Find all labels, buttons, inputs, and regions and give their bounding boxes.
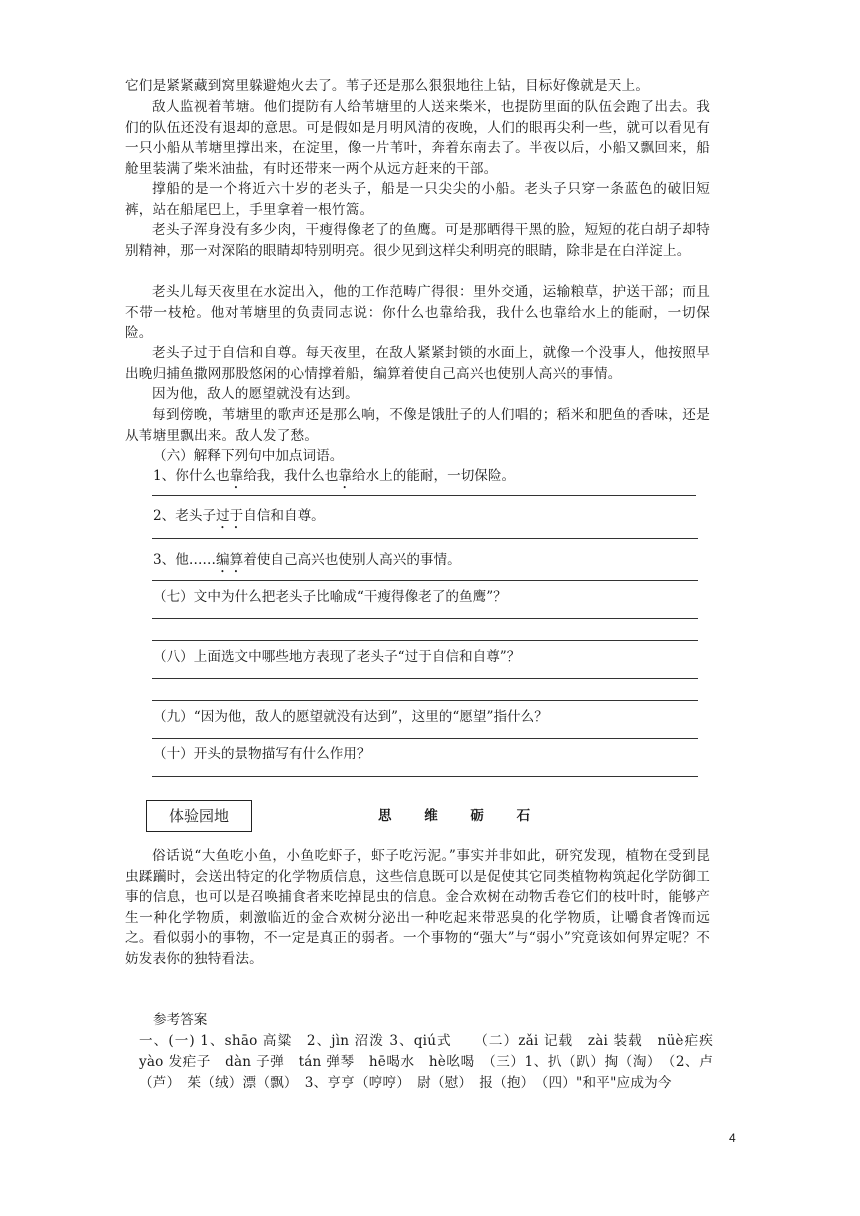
passage-paragraph-7: 因为他，敌人的愿望就没有达到。: [152, 386, 359, 402]
question-8: （八）上面选文中哪些地方表现了老头子“过于自信和自尊”？: [153, 649, 521, 665]
answers-heading: 参考答案: [153, 1012, 208, 1028]
section-title: 思 维 砺 石: [378, 808, 545, 824]
q6-2-dotted-word: 过于: [216, 508, 244, 524]
q6-1-text-b: 给我，我什么也: [243, 468, 339, 484]
passage-paragraph-8: 每到傍晚，苇塘里的歌声还是那么响，不像是饿肚子的人们唱的；稻米和肥鱼的香味，还是从苇塘里飘出来。敌人发了愁。: [125, 407, 710, 444]
answer-line[interactable]: [152, 538, 698, 539]
q6-1-text-a: 1、你什么也: [153, 468, 230, 484]
passage-paragraph-4: 老头子浑身没有多少肉，干瘦得像老了的鱼鹰。可是那晒得干黑的脸，短短的花白胡子却特别精神，那一对深陷的眼睛却特别明亮。很少见到这样尖利明亮的眼睛，除非是在白洋淀上。: [125, 222, 710, 259]
answers-text: 一、(一) 1、shāo 高粱 2、jìn 沼泼 3、qiú式 （二）zǎi 记载 zài 装载 nüè疟疾 yào 发疟子 dàn 子弹 tán 弹琴 hē喝水 hè吆喝 （三）1、扒（趴）掏（淘） （2、卢（芦） 茱（绒）漂（飘） 3、亨亨（哼哼） 尉（慰） 报（抱） （四）"和平"应成为今: [139, 1033, 727, 1091]
q6-2-text-a: 2、老头子: [153, 508, 217, 524]
answer-line[interactable]: [152, 700, 698, 701]
question-6-item-1: [153, 466, 515, 492]
passage-paragraph-3: 撑船的是一个将近六十岁的老头子，船是一只尖尖的小船。老头子只穿一条蓝色的破旧短裤，站在船尾巴上，手里拿着一根竹篙。: [125, 181, 710, 218]
answer-line[interactable]: [152, 618, 698, 619]
question-6-title: （六）解释下列句中加点词语。: [153, 448, 344, 464]
page-number: 4: [729, 1131, 736, 1145]
passage-paragraph-5: 老头儿每天夜里在水淀出入，他的工作范畴广得很：里外交通，运输粮草，护送干部；而且不带一枝枪。他对苇塘里的负责同志说：你什么也靠给我，我什么也靠给水上的能耐，一切保险。: [125, 284, 710, 341]
question-6-item-3: [153, 550, 461, 576]
answer-line[interactable]: [152, 495, 696, 496]
q6-2-text-b: 自信和自尊。: [243, 508, 325, 524]
answer-line[interactable]: [152, 776, 698, 777]
question-10: （十）开头的景物描写有什么作用？: [153, 746, 371, 762]
section-label-box: 体验园地: [146, 800, 252, 832]
q6-3-dotted-word: 编算: [216, 552, 244, 568]
section-paragraph: 俗话说“大鱼吃小鱼，小鱼吃虾子，虾子吃污泥。”事实并非如此，研究发现，植物在受到昆虫蹂躏时，会送出特定的化学物质信息，这些信息既可以是促使其它同类植物构筑起化学防御工事的信息，也可以是召唤捕食者来吃掉昆虫的信息。金合欢树在动物舌卷它们的枝叶时，能够产生一种化学物质，刺激临近的金合欢树分泌出一种吃起来带恶臭的化学物质，让嚼食者馋而远之。看似弱小的事物，不一定是真正的弱者。一个事物的“强大”与“弱小”究竟该如何界定呢？不妨发表你的独特看法。: [125, 848, 710, 967]
q6-1-dotted-word-b: 靠: [338, 468, 352, 484]
passage-paragraph-1: 它们是紧紧藏到窝里躲避炮火去了。苇子还是那么狠狠地往上钻，目标好像就是天上。: [125, 78, 650, 94]
answer-line[interactable]: [152, 640, 698, 641]
q6-1-text-c: 给水上的能耐，一切保险。: [351, 468, 516, 484]
answer-line[interactable]: [152, 580, 698, 581]
question-6-item-2: [153, 506, 325, 532]
q6-1-dotted-word-a: 靠: [229, 468, 244, 484]
passage-paragraph-2: 敌人监视着苇塘。他们提防有人给苇塘里的人送来柴米，也提防里面的队伍会跑了出去。我们的队伍还没有退却的意思。可是假如是月明风清的夜晚，人们的眼再尖利一些，就可以看见有一只小船从苇塘里撑出来，在淀里，像一片苇叶，奔着东南去了。半夜以后，小船又飘回来，船舱里装满了柴米油盐，有时还带来一两个从远方赶来的干部。: [125, 99, 710, 177]
question-7: （七）文中为什么把老头子比喻成“干瘦得像老了的鱼鹰”？: [153, 589, 507, 605]
question-9: （九）“因为他，敌人的愿望就没有达到”，这里的“愿望”指什么？: [153, 709, 548, 725]
q6-3-text-a: 3、他……: [153, 552, 217, 568]
passage-paragraph-6: 老头子过于自信和自尊。每天夜里，在敌人紧紧封锁的水面上，就像一个没事人，他按照早出晚归捕鱼撒网那股悠闲的心情撑着船，编算着使自己高兴也使别人高兴的事情。: [125, 345, 710, 382]
answer-line[interactable]: [152, 678, 698, 679]
answer-line[interactable]: [152, 738, 698, 739]
q6-3-text-b: 着使自己高兴也使别人高兴的事情。: [243, 552, 461, 568]
